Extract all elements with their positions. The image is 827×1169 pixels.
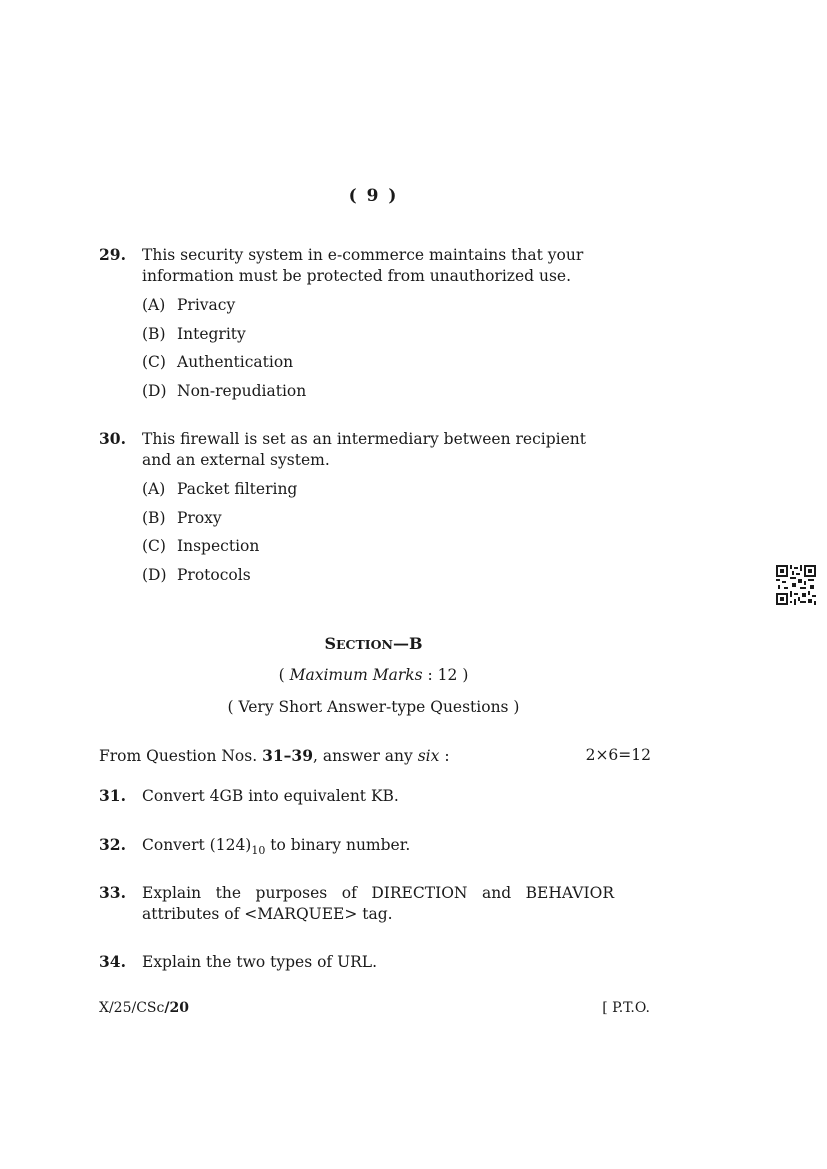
option-text: Non-repudiation — [177, 382, 307, 401]
option-text: Inspection — [177, 537, 260, 556]
section-marks: ( Maximum Marks : 12 ) — [278, 666, 469, 684]
option-text: Packet filtering — [177, 480, 298, 498]
question-number: 34. — [99, 952, 126, 971]
option-d — [142, 565, 614, 594]
section-type: ( Very Short Answer-type Questions ) — [227, 698, 520, 716]
question-text: This firewall is set as an intermediary between recipient and an external system. — [142, 430, 586, 469]
options-list — [142, 479, 614, 594]
option-label: (B) — [142, 508, 166, 527]
option-b — [142, 508, 614, 537]
option-text: Privacy — [177, 296, 236, 314]
question-30 — [99, 429, 614, 594]
question-number: 31. — [99, 786, 126, 805]
question-text: This security system in e-commerce maintains that your information must be protected from unauthorized use. — [142, 246, 584, 285]
section-title: SECTION—B — [324, 634, 423, 653]
options-list — [142, 295, 614, 410]
option-b — [142, 324, 614, 353]
option-a — [142, 479, 614, 508]
option-label: (C) — [142, 537, 166, 556]
option-text: Protocols — [177, 566, 251, 585]
marks-label: Maximum Marks — [289, 666, 423, 684]
question-number: 30. — [99, 429, 126, 448]
option-label: (C) — [142, 353, 166, 372]
instruction-line: From Question Nos. 31–39, answer any six : 2×6=12 — [99, 746, 651, 765]
option-text: Authentication — [177, 353, 294, 372]
question-range: 31–39 — [262, 746, 313, 765]
option-label: (A) — [142, 480, 166, 498]
question-32 — [99, 835, 614, 861]
question-33 — [99, 883, 614, 925]
qr-code-icon — [776, 565, 816, 605]
question-text: Convert $(124)_{10}$ to binary number. — [142, 836, 411, 858]
paper-code: X/25/CSc/20 — [99, 1000, 189, 1016]
option-a — [142, 295, 614, 324]
answer-count: six — [417, 747, 440, 765]
question-number: 33. — [99, 883, 126, 902]
please-turn-over: [ P.T.O. — [602, 1000, 650, 1016]
option-c — [142, 536, 614, 565]
option-label: (B) — [142, 324, 166, 343]
option-text: Proxy — [177, 508, 222, 527]
question-text: Explain the two types of URL. — [142, 953, 378, 971]
marks-formula: 2×6=12 — [585, 746, 651, 764]
option-d — [142, 381, 614, 410]
question-31 — [99, 786, 614, 807]
option-label: (D) — [142, 566, 167, 585]
question-number: 32. — [99, 835, 126, 854]
option-text: Integrity — [177, 324, 246, 343]
question-text: Explain the purposes of DIRECTION and BEHAVIOR attributes of <MARQUEE> tag. — [142, 884, 614, 923]
question-34 — [99, 952, 614, 973]
page-number: ( 9 ) — [348, 186, 399, 206]
question-text: Convert 4GB into equivalent KB. — [142, 787, 399, 805]
option-c — [142, 352, 614, 381]
option-label: (A) — [142, 296, 166, 314]
question-number: 29. — [99, 245, 126, 264]
option-label: (D) — [142, 382, 167, 401]
question-29 — [99, 245, 614, 410]
marks-value: : 12 — [427, 666, 458, 684]
